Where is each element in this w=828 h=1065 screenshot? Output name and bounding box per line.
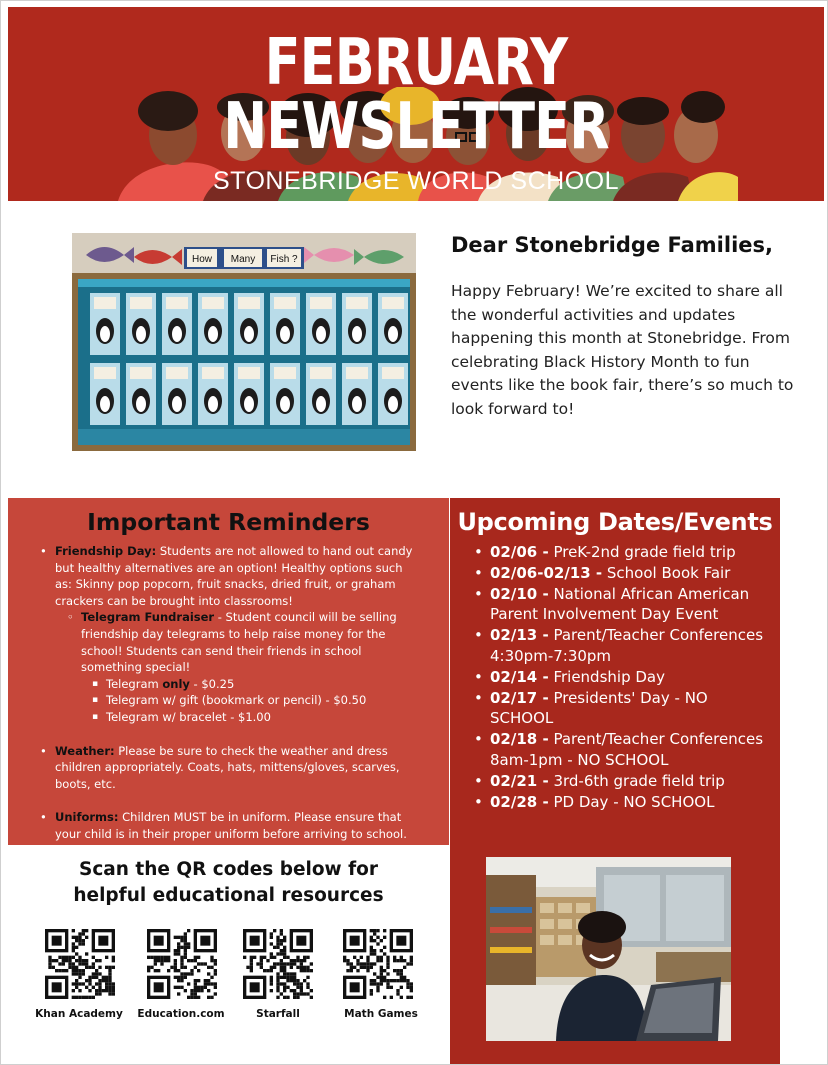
qr-code-starfall-icon[interactable]: [243, 929, 313, 999]
reminders-list: [40, 543, 420, 843]
reminder-friendship-day: • Friendship Day: Students are not allowed to hand out candy but healthy alternatives are an option! Healthy options such as: Skinny pop popcorn, fruit snacks, dried fruit, or graham crackers can be brought into classrooms!: [40, 543, 420, 609]
newsletter-title: FEBRUARY NEWSLETTER: [223, 26, 609, 164]
price-telegram-bracelet: ▪ Telegram w/ bracelet - $1.00: [40, 709, 420, 726]
price-telegram-gift: ▪ Telegram w/ gift (bookmark or pencil) - $0.50: [40, 692, 420, 709]
qr-label-starfall: Starfall: [256, 1008, 300, 1020]
event-item: • 02/13 - Parent/Teacher Conferences 4:30pm-7:30pm: [474, 625, 774, 667]
reminder-telegram-fundraiser: ◦ Telegram Fundraiser - Student council will be selling friendship day telegrams to help raise money for the school! Students can send their friends in school something special!: [40, 609, 420, 675]
sign-word-how: How: [191, 254, 213, 265]
event-item: • 02/21 - 3rd-6th grade field trip: [474, 771, 774, 792]
header-banner: [8, 7, 824, 201]
sign-word-fish: Fish ?: [270, 254, 298, 265]
event-item: • 02/17 - Presidents' Day - NO SCHOOL: [474, 688, 774, 730]
events-title: Upcoming Dates/Events: [457, 508, 773, 536]
qr-code-khan-academy-icon[interactable]: [45, 929, 115, 999]
qr-heading: Scan the QR codes below for helpful educational resources: [73, 859, 384, 906]
qr-code-education-com-icon[interactable]: [147, 929, 217, 999]
qr-label-education-com: Education.com: [137, 1008, 225, 1020]
event-item: • 02/10 - National African American Parent Involvement Day Event: [474, 584, 774, 626]
price-telegram-only: ▪ Telegram only - $0.25: [40, 676, 420, 693]
event-item: • 02/28 - PD Day - NO SCHOOL: [474, 792, 774, 813]
events-list: [474, 542, 774, 812]
bulletin-board-photo: [72, 233, 416, 451]
qr-label-math-games: Math Games: [344, 1008, 418, 1020]
school-name: STONEBRIDGE WORLD SCHOOL: [212, 167, 620, 195]
reminders-title: Important Reminders: [87, 508, 370, 536]
event-item: • 02/06 - PreK-2nd grade field trip: [474, 542, 774, 563]
reminder-weather: • Weather: Please be sure to check the weather and dress children appropriately. Coats, hats, mittens/gloves, scarves, boots, etc.: [40, 743, 420, 793]
reminder-uniforms: • Uniforms: Children MUST be in uniform. Please ensure that your child is in their proper uniform before arriving to school.: [40, 809, 420, 842]
qr-label-khan-academy: Khan Academy: [35, 1008, 123, 1020]
qr-code-math-games-icon[interactable]: [343, 929, 413, 999]
event-item: • 02/06-02/13 - School Book Fair: [474, 563, 774, 584]
event-item: • 02/18 - Parent/Teacher Conferences 8am-1pm - NO SCHOOL: [474, 729, 774, 771]
reminders-section: [8, 498, 449, 845]
student-classroom-photo: [486, 857, 731, 1041]
intro-message: Happy February! We’re excited to share all the wonderful activities and updates happening this month at Stonebridge. From celebrating Black History Month to fun events like the book fair, there’s so much to look forward to!: [451, 282, 794, 418]
greeting-heading: Dear Stonebridge Families,: [451, 233, 773, 257]
event-item: • 02/14 - Friendship Day: [474, 667, 774, 688]
sign-word-many: Many: [230, 254, 256, 265]
